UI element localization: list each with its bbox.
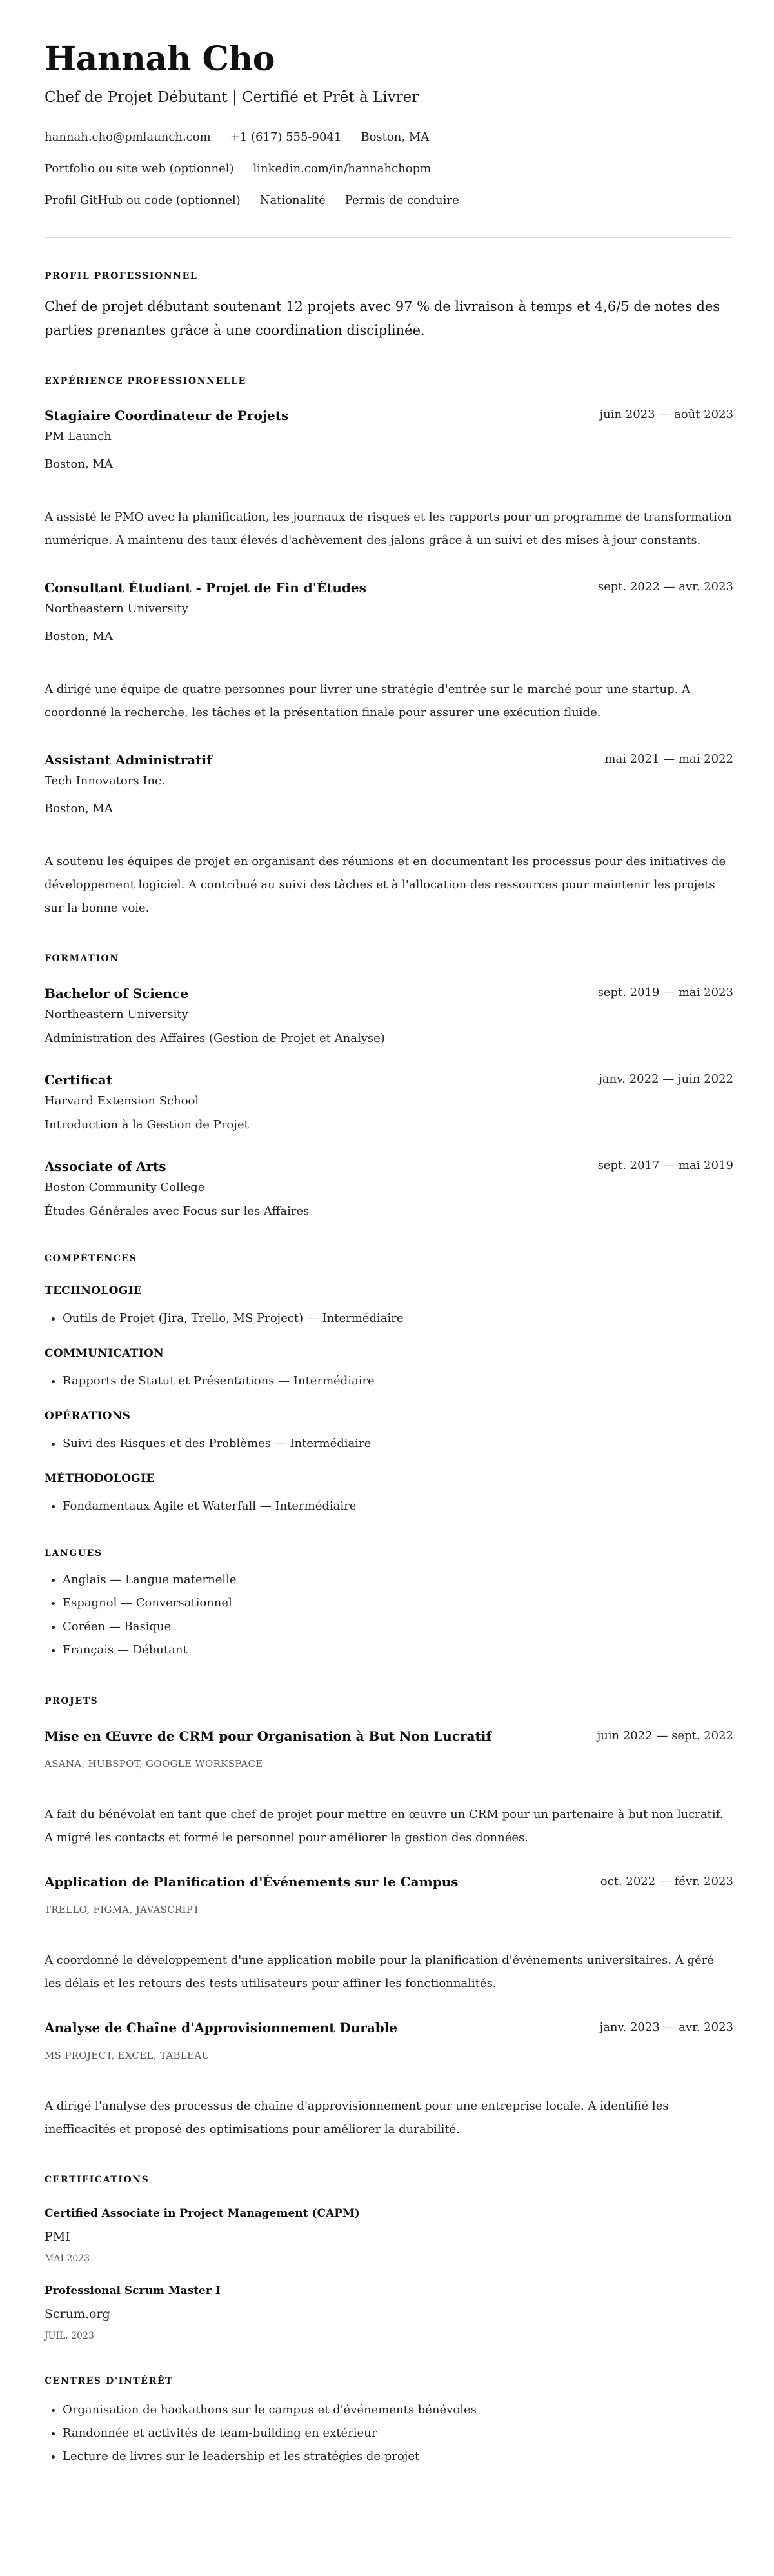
skill-item: • Fondamentaux Agile et Waterfall — Intermédiaire	[63, 1498, 733, 1515]
skill-list	[45, 1310, 733, 1327]
project-tools: TRELLO, FIGMA, JAVASCRIPT	[45, 1903, 200, 1915]
project-tools: ASANA, HUBSPOT, GOOGLE WORKSPACE	[45, 1757, 263, 1770]
profile-section	[45, 270, 733, 343]
contact-linkedin[interactable]: linkedin.com/in/hannahchopm	[253, 162, 432, 175]
project-item	[45, 1870, 733, 1995]
interests-section	[45, 2375, 733, 2469]
skill-item: • Outils de Projet (Jira, Trello, MS Project) — Intermédiaire	[63, 1310, 733, 1327]
projects-section	[45, 1695, 733, 2141]
skill-category: TECHNOLOGIE	[45, 1284, 143, 1297]
section-heading: FORMATION	[45, 954, 119, 964]
project-tools: MS PROJECT, EXCEL, TABLEAU	[45, 2049, 210, 2061]
project-item	[45, 1724, 733, 1850]
contact-phone[interactable]: +1 (617) 555-9041	[230, 130, 342, 144]
experience-section	[45, 375, 733, 920]
job-description: A assisté le PMO avec la planification, les journaux de risques et les rapports pour un programme de transformation numérique. A maintenu des taux élevés d'achèvement des jalons grâce à un suivi et des mises à jour constants.	[45, 510, 732, 547]
contact-nationality: Nationalité	[259, 194, 326, 207]
resume-header	[45, 40, 733, 210]
education-dates: sept. 2019 — mai 2023	[597, 986, 733, 999]
job-company: PM Launch	[45, 430, 112, 443]
job-title: Stagiaire Coordinateur de Projets	[45, 408, 289, 423]
field-of-study: Introduction à la Gestion de Projet	[45, 1118, 249, 1132]
contact-row	[45, 191, 733, 210]
job-description: A dirigé une équipe de quatre personnes pour livrer une stratégie d'entrée sur le marché pour une startup. A coordonné la recherche, les tâches et la présentation finale pour assurer une exécution fluide.	[45, 683, 691, 719]
education-dates: sept. 2017 — mai 2019	[597, 1159, 733, 1172]
skill-category: OPÉRATIONS	[45, 1410, 131, 1423]
language-item: • Anglais — Langue maternelle	[63, 1568, 733, 1592]
certification-issuer: PMI	[45, 2229, 70, 2244]
project-dates: juin 2022 — sept. 2022	[597, 1728, 733, 1742]
degree: Certificat	[45, 1072, 112, 1088]
certification-issuer: Scrum.org	[45, 2306, 110, 2321]
skill-item: • Rapports de Statut et Présentations — Intermédiaire	[63, 1373, 733, 1390]
languages-section	[45, 1547, 733, 1662]
field-of-study: Études Générales avec Focus sur les Affaires	[45, 1204, 310, 1218]
skill-item: • Suivi des Risques et des Problèmes — Intermédiaire	[63, 1435, 733, 1452]
job-dates: juin 2023 — août 2023	[599, 408, 733, 421]
education-section	[45, 952, 733, 1220]
section-heading: CERTIFICATIONS	[45, 2174, 150, 2185]
contact-row	[45, 159, 733, 179]
project-title: Analyse de Chaîne d'Approvisionnement Durable	[45, 2019, 398, 2035]
section-heading: CENTRES D'INTÉRÊT	[45, 2375, 174, 2386]
certification-date: JUIL. 2023	[45, 2330, 94, 2341]
candidate-name: Hannah Cho	[45, 39, 275, 79]
job-title: Assistant Administratif	[45, 752, 212, 768]
job-company: Tech Innovators Inc.	[45, 774, 165, 788]
contact-portfolio[interactable]: Portfolio ou site web (optionnel)	[45, 162, 234, 175]
section-heading: PROJETS	[45, 1695, 99, 1706]
certification-item	[45, 2282, 733, 2342]
certification-name: Certified Associate in Project Management (CAPM)	[45, 2206, 360, 2220]
language-item: • Français — Débutant	[63, 1639, 733, 1662]
project-dates: oct. 2022 — févr. 2023	[600, 1874, 733, 1888]
section-heading: COMPÉTENCES	[45, 1253, 137, 1264]
section-heading: PROFIL PROFESSIONNEL	[45, 271, 198, 281]
degree: Bachelor of Science	[45, 986, 189, 1001]
job-dates: sept. 2022 — avr. 2023	[597, 580, 733, 594]
interest-list	[45, 2399, 733, 2469]
job-title: Consultant Étudiant - Projet de Fin d'Études	[45, 580, 366, 595]
language-list	[45, 1568, 733, 1662]
skill-list	[45, 1498, 733, 1515]
project-description: A coordonné le développement d'une application mobile pour la planification d'événements universitaires. A géré les délais et les retours des tests utilisateurs pour affiner les fonctionnalités.	[45, 1953, 714, 1990]
contact-license: Permis de conduire	[344, 194, 459, 207]
interest-item: • Randonnée et activités de team-building en extérieur	[63, 2422, 733, 2445]
section-heading: LANGUES	[45, 1548, 103, 1559]
education-item	[45, 984, 733, 1047]
certification-item	[45, 2205, 733, 2265]
education-item	[45, 1157, 733, 1220]
field-of-study: Administration des Affaires (Gestion de Projet et Analyse)	[45, 1032, 385, 1045]
section-heading: EXPÉRIENCE PROFESSIONNELLE	[45, 376, 246, 386]
school: Boston Community College	[45, 1181, 205, 1194]
profile-summary: Chef de projet débutant soutenant 12 projets avec 97 % de livraison à temps et 4,6/5 de notes des parties prenantes grâce à une coordination disciplinée.	[45, 299, 720, 338]
degree: Associate of Arts	[45, 1159, 166, 1174]
certifications-section	[45, 2173, 733, 2342]
education-dates: janv. 2022 — juin 2022	[599, 1072, 733, 1086]
job-description: A soutenu les équipes de projet en organisant des réunions et en documentant les processus pour des initiatives de développement logiciel. A contribué au suivi des tâches et à l'allocation des ressources pour maintenir les projets sur la bonne voie.	[45, 855, 726, 915]
job-location: Boston, MA	[45, 630, 113, 643]
job-dates: mai 2021 — mai 2022	[604, 752, 733, 766]
interest-item: • Organisation de hackathons sur le campus et d'événements bénévoles	[63, 2399, 733, 2422]
school: Northeastern University	[45, 1008, 188, 1021]
project-title: Mise en Œuvre de CRM pour Organisation à But Non Lucratif	[45, 1728, 491, 1744]
contact-github[interactable]: Profil GitHub ou code (optionnel)	[45, 194, 241, 207]
language-item: • Espagnol — Conversationnel	[63, 1592, 733, 1615]
header-divider	[45, 237, 733, 238]
school: Harvard Extension School	[45, 1094, 199, 1108]
skills-section	[45, 1252, 733, 1515]
project-title: Application de Planification d'Événements sur le Campus	[45, 1873, 459, 1890]
contact-location: Boston, MA	[361, 130, 430, 144]
skill-list	[45, 1373, 733, 1390]
contact-email[interactable]: hannah.cho@pmlaunch.com	[45, 130, 211, 144]
job-location: Boston, MA	[45, 457, 113, 471]
skill-category: MÉTHODOLOGIE	[45, 1472, 155, 1485]
candidate-title: Chef de Projet Débutant | Certifié et Prêt à Livrer	[45, 89, 419, 106]
skill-category: COMMUNICATION	[45, 1347, 164, 1360]
project-description: A dirigé l'analyse des processus de chaîne d'approvisionnement pour une entreprise locale. A identifié les inefficacités et proposé des optimisations pour améliorer la durabilité.	[45, 2099, 669, 2136]
skill-list	[45, 1435, 733, 1452]
job-location: Boston, MA	[45, 802, 113, 815]
education-item	[45, 1071, 733, 1133]
certification-name: Professional Scrum Master I	[45, 2284, 221, 2297]
project-dates: janv. 2023 — avr. 2023	[599, 2020, 733, 2034]
project-description: A fait du bénévolat en tant que chef de projet pour mettre en œuvre un CRM pour un partenaire à but non lucratif. A migré les contacts et formé le personnel pour améliorer la gestion des données.	[45, 1807, 724, 1844]
experience-item	[45, 751, 733, 920]
interest-item: • Lecture de livres sur le leadership et les stratégies de projet	[63, 2445, 733, 2468]
contact-row	[45, 128, 733, 147]
job-company: Northeastern University	[45, 602, 188, 615]
experience-item	[45, 579, 733, 724]
experience-item	[45, 406, 733, 552]
certification-date: MAI 2023	[45, 2253, 90, 2264]
project-item	[45, 2016, 733, 2141]
language-item: • Coréen — Basique	[63, 1615, 733, 1639]
